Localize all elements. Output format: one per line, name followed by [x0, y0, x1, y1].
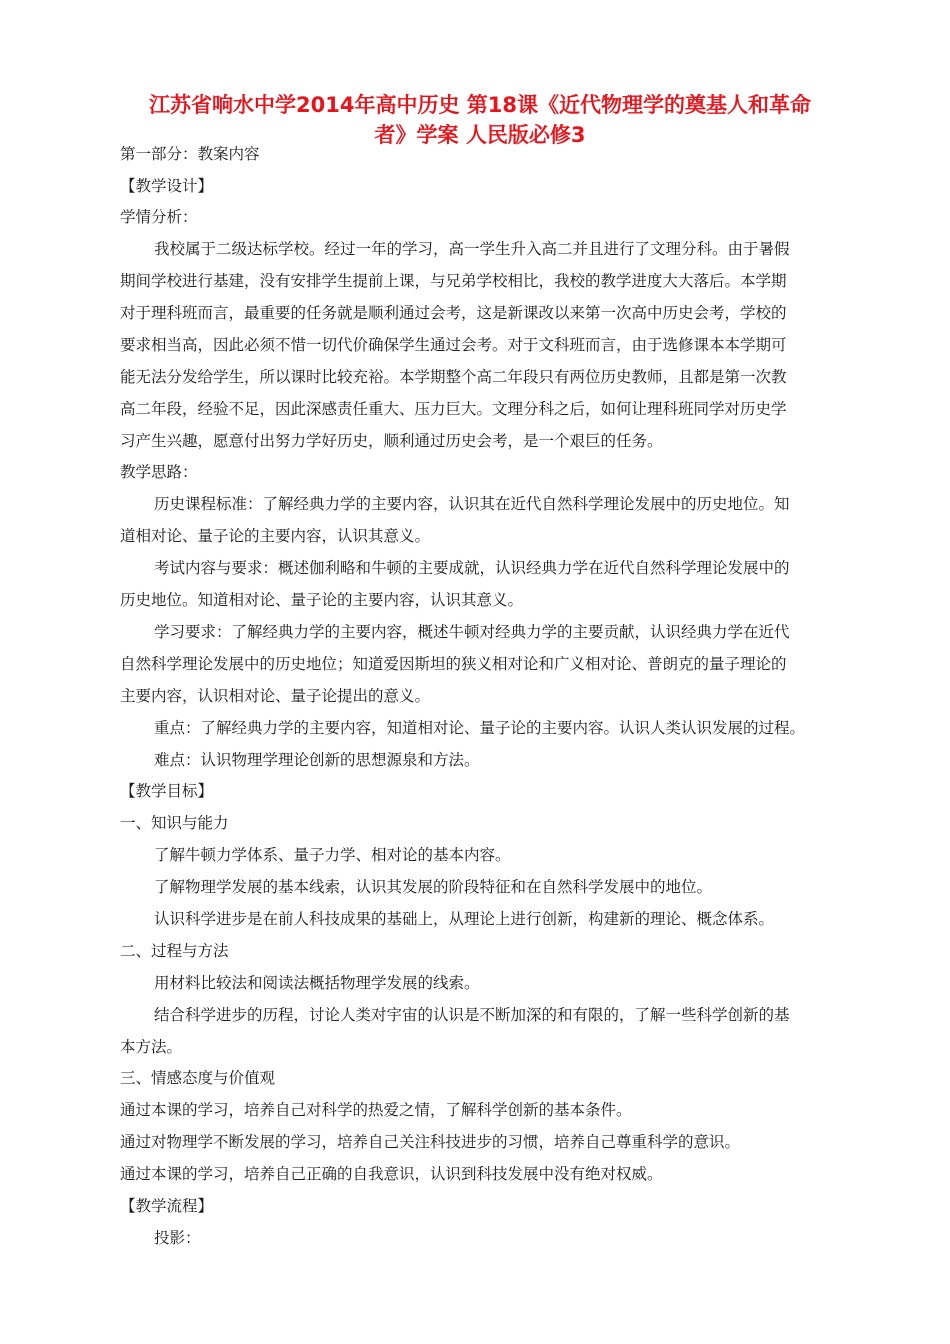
list-heading: 三、情感态度与价值观 [120, 1069, 276, 1087]
list-item: 通过本课的学习，培养自己正确的自我意识，认识到科技发展中没有绝对权威。 [120, 1165, 663, 1183]
paragraph-line: 历史课程标准：了解经典力学的主要内容，认识其在近代自然科学理论发展中的历史地位。知 [154, 495, 790, 513]
paragraph-line: 我校属于二级达标学校。经过一年的学习，高一学生升入高二并且进行了文理分科。由于暑假 [154, 240, 790, 258]
list-heading: 二、过程与方法 [120, 942, 229, 960]
paragraph-line: 高二年段，经验不足，因此深感责任重大、压力巨大。文理分科之后，如何让理科班同学对历史学 [120, 400, 787, 418]
paragraph-line: 习产生兴趣，愿意付出努力学好历史，顺利通过历史会考，是一个艰巨的任务。 [120, 432, 663, 450]
paragraph-line: 道相对论、量子论的主要内容，认识其意义。 [120, 527, 431, 545]
subsection-heading: 【教学设计】 [120, 177, 214, 195]
paragraph-line: 能无法分发给学生，所以课时比较充裕。本学期整个高二年段只有两位历史教师，且都是第一次教 [120, 368, 787, 386]
paragraph-line: 考试内容与要求：概述伽利略和牛顿的主要成就，认识经典力学在近代自然科学理论发展中的 [154, 559, 790, 577]
paragraph-label: 投影： [154, 1229, 201, 1247]
paragraph-line: 对于理科班而言，最重要的任务就是顺利通过会考，这是新课改以来第一次高中历史会考，学校的 [120, 304, 787, 322]
paragraph-line: 要求相当高，因此必须不惜一切代价确保学生通过会考。对于文科班而言，由于选修课本本学期可 [120, 336, 787, 354]
list-item: 了解牛顿力学体系、量子力学、相对论的基本内容。 [154, 846, 511, 864]
paragraph-line: 自然科学理论发展中的历史地位；知道爱因斯坦的狭义相对论和广义相对论、普朗克的量子理论的 [120, 655, 787, 673]
paragraph-line: 重点：了解经典力学的主要内容，知道相对论、量子论的主要内容。认识人类认识发展的过程。 [154, 719, 806, 737]
document-title [110, 90, 850, 150]
subsection-heading: 【教学目标】 [120, 782, 214, 800]
list-item: 通过本课的学习，培养自己对科学的热爱之情，了解科学创新的基本条件。 [120, 1101, 632, 1119]
list-item: 结合科学进步的历程，讨论人类对宇宙的认识是不断加深的和有限的，了解一些科学创新的基 [154, 1006, 790, 1024]
list-item: 认识科学进步是在前人科技成果的基础上，从理论上进行创新，构建新的理论、概念体系。 [154, 910, 775, 928]
list-item: 通过对物理学不断发展的学习，培养自己关注科技进步的习惯，培养自己尊重科学的意识。 [120, 1133, 741, 1151]
subsection-heading: 【教学流程】 [120, 1197, 214, 1215]
title-line-1: 江苏省响水中学2014年高中历史 第18课《近代物理学的奠基人和革命 [149, 93, 811, 117]
paragraph-line: 学习要求：了解经典力学的主要内容，概述牛顿对经典力学的主要贡献，认识经典力学在近代 [154, 623, 790, 641]
paragraph-line: 期间学校进行基建，没有安排学生提前上课，与兄弟学校相比，我校的教学进度大大落后。本学期 [120, 272, 787, 290]
list-item: 用材料比较法和阅读法概括物理学发展的线索。 [154, 974, 480, 992]
paragraph-line: 主要内容，认识相对论、量子论提出的意义。 [120, 687, 431, 705]
list-heading: 一、知识与能力 [120, 814, 229, 832]
paragraph-label: 学情分析： [120, 208, 198, 226]
paragraph-line: 难点：认识物理学理论创新的思想源泉和方法。 [154, 751, 480, 769]
list-item: 了解物理学发展的基本线索，认识其发展的阶段特征和在自然科学发展中的地位。 [154, 878, 713, 896]
title-line-2: 者》学案 人民版必修3 [374, 123, 586, 147]
section-heading: 第一部分：教案内容 [120, 145, 260, 163]
paragraph-label: 教学思路： [120, 463, 198, 481]
list-item: 本方法。 [120, 1038, 183, 1056]
paragraph-line: 历史地位。知道相对论、量子论的主要内容，认识其意义。 [120, 591, 524, 609]
